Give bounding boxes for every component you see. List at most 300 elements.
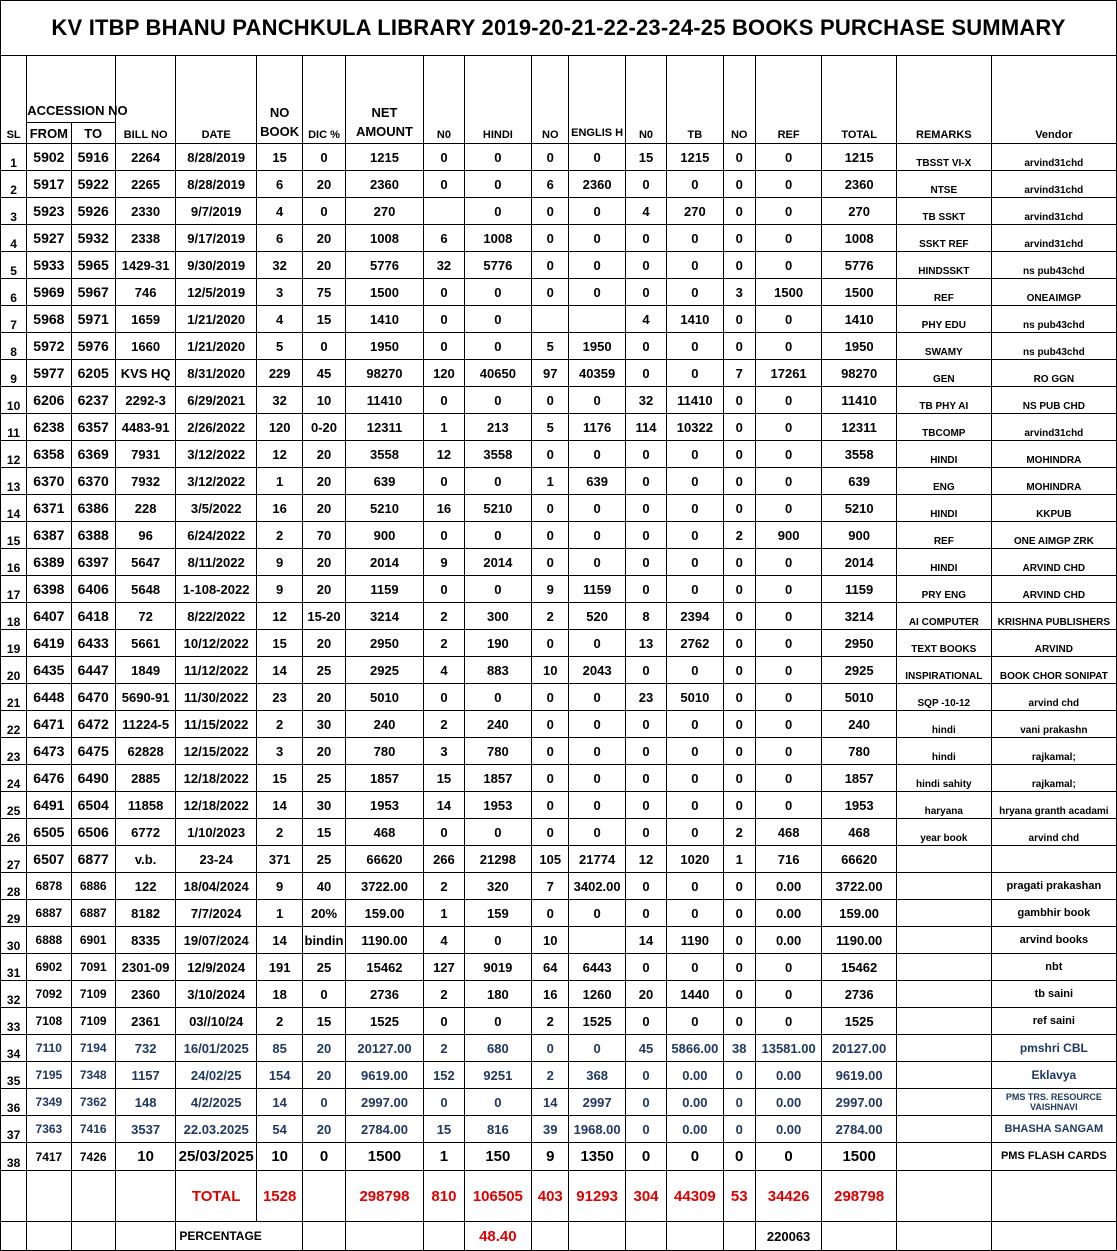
- cell-total: 639: [822, 468, 897, 495]
- header-dic: DIC %: [303, 56, 345, 144]
- cell-no-tb: 0: [625, 1089, 666, 1116]
- cell-accession-to: 6887: [71, 900, 115, 927]
- cell-remarks: ENG: [896, 468, 991, 495]
- cell-ref: 0: [755, 495, 822, 522]
- cell-hindi: 0: [464, 333, 532, 360]
- cell-hindi: 0: [464, 684, 532, 711]
- cell-hindi: 0: [464, 1089, 532, 1116]
- totals-no-ref: 53: [723, 1171, 755, 1222]
- header-accession: ACCESSION NO: [27, 56, 116, 123]
- cell-ref: 0: [755, 198, 822, 225]
- percentage-label: PERCENTAGE: [176, 1222, 303, 1251]
- cell-accession-from: 7363: [27, 1116, 71, 1143]
- cell-remarks: [896, 1116, 991, 1143]
- cell-net-amount: 3214: [345, 603, 424, 630]
- cell-no-book: 10: [256, 1143, 302, 1171]
- cell-bill-no: 1157: [115, 1062, 175, 1089]
- cell-sl: 21: [1, 684, 27, 711]
- cell-net-amount: 66620: [345, 846, 424, 873]
- cell-date: 6/24/2022: [176, 522, 257, 549]
- table-row: [1, 576, 1117, 603]
- cell-accession-to: 6877: [71, 846, 115, 873]
- cell-hindi: 1953: [464, 792, 532, 819]
- cell-discount: 0-20: [303, 414, 345, 441]
- header-remarks: REMARKS: [896, 56, 991, 144]
- cell-bill-no: 62828: [115, 738, 175, 765]
- cell-no-ref: 0: [723, 387, 755, 414]
- cell-date: 11/15/2022: [176, 711, 257, 738]
- cell-sl: 32: [1, 981, 27, 1008]
- cell-vendor: BHASHA SANGAM: [991, 1116, 1116, 1143]
- cell-no-english: 0: [532, 711, 569, 738]
- cell-vendor: ns pub43chd: [991, 333, 1116, 360]
- cell-ref: 0: [755, 792, 822, 819]
- cell-no-english: 10: [532, 657, 569, 684]
- cell-hindi: 2014: [464, 549, 532, 576]
- cell-tb: 1020: [667, 846, 723, 873]
- cell-vendor: pragati prakashan: [991, 873, 1116, 900]
- cell-no-ref: 0: [723, 792, 755, 819]
- table-row: [1, 657, 1117, 684]
- cell-tb: 0: [667, 576, 723, 603]
- cell-no-ref: 0: [723, 144, 755, 171]
- cell-no-hindi: 0: [424, 522, 464, 549]
- cell-ref: 900: [755, 522, 822, 549]
- cell-ref: 0: [755, 684, 822, 711]
- cell-accession-from: 6878: [27, 873, 71, 900]
- cell-no-book: 2: [256, 819, 302, 846]
- cell-tb: 0: [667, 819, 723, 846]
- cell-ref: 13581.00: [755, 1035, 822, 1062]
- cell-bill-no: KVS HQ: [115, 360, 175, 387]
- cell-remarks: [896, 1089, 991, 1116]
- table-row: [1, 603, 1117, 630]
- cell-no-english: 0: [532, 630, 569, 657]
- cell-no-tb: 4: [625, 306, 666, 333]
- page-title: KV ITBP BHANU PANCHKULA LIBRARY 2019-20-21-22-23-24-25 BOOKS PURCHASE SUMMARY: [1, 1, 1117, 56]
- cell-no-hindi: 3: [424, 738, 464, 765]
- totals-no-book: 1528: [256, 1171, 302, 1222]
- cell-total: 3214: [822, 603, 897, 630]
- cell-accession-to: 5971: [71, 306, 115, 333]
- cell-no-hindi: 4: [424, 657, 464, 684]
- table-row: [1, 252, 1117, 279]
- cell-accession-to: 7109: [71, 1008, 115, 1035]
- cell-english: 40359: [569, 360, 625, 387]
- header-from: FROM: [27, 123, 71, 144]
- cell-no-hindi: 0: [424, 468, 464, 495]
- cell-english: 0: [569, 522, 625, 549]
- cell-no-book: 32: [256, 252, 302, 279]
- cell-sl: 17: [1, 576, 27, 603]
- cell-bill-no: 2292-3: [115, 387, 175, 414]
- cell-accession-from: 6473: [27, 738, 71, 765]
- cell-vendor: RO GGN: [991, 360, 1116, 387]
- totals-ref: 34426: [755, 1171, 822, 1222]
- percentage-hindi: 48.40: [464, 1222, 532, 1251]
- cell-discount: 0: [303, 1089, 345, 1116]
- table-row: [1, 846, 1117, 873]
- cell-no-hindi: 0: [424, 576, 464, 603]
- cell-tb: 0: [667, 711, 723, 738]
- cell-vendor: KKPUB: [991, 495, 1116, 522]
- cell-net-amount: 1159: [345, 576, 424, 603]
- table-row: [1, 495, 1117, 522]
- cell-bill-no: 8335: [115, 927, 175, 954]
- cell-accession-from: 6902: [27, 954, 71, 981]
- totals-no-hindi: 810: [424, 1171, 464, 1222]
- header-no-hindi: N0: [424, 56, 464, 144]
- cell-accession-to: 6357: [71, 414, 115, 441]
- cell-accession-from: 5902: [27, 144, 71, 171]
- table-row: [1, 306, 1117, 333]
- cell-date: 1-108-2022: [176, 576, 257, 603]
- cell-tb: 0: [667, 441, 723, 468]
- cell-tb: 1410: [667, 306, 723, 333]
- cell-english: 1260: [569, 981, 625, 1008]
- cell-remarks: SQP -10-12: [896, 684, 991, 711]
- table-row: [1, 738, 1117, 765]
- cell-no-hindi: 1: [424, 1143, 464, 1171]
- cell-ref: 0: [755, 387, 822, 414]
- cell-sl: 10: [1, 387, 27, 414]
- cell-total: 5010: [822, 684, 897, 711]
- cell-hindi: 213: [464, 414, 532, 441]
- cell-ref: 0: [755, 171, 822, 198]
- cell-tb: 0: [667, 765, 723, 792]
- cell-tb: 0.00: [667, 1089, 723, 1116]
- cell-total: 98270: [822, 360, 897, 387]
- cell-english: 0: [569, 441, 625, 468]
- cell-english: 0: [569, 198, 625, 225]
- cell-accession-to: 6205: [71, 360, 115, 387]
- cell-accession-to: 7109: [71, 981, 115, 1008]
- cell-vendor: nbt: [991, 954, 1116, 981]
- cell-no-tb: 0: [625, 1062, 666, 1089]
- cell-net-amount: 20127.00: [345, 1035, 424, 1062]
- totals-tb: 44309: [667, 1171, 723, 1222]
- cell-no-english: 5: [532, 333, 569, 360]
- cell-no-hindi: 0: [424, 1089, 464, 1116]
- cell-total: 1500: [822, 1143, 897, 1171]
- cell-accession-to: 7416: [71, 1116, 115, 1143]
- cell-net-amount: 2925: [345, 657, 424, 684]
- cell-total: 2014: [822, 549, 897, 576]
- cell-no-ref: 0: [723, 765, 755, 792]
- cell-english: 6443: [569, 954, 625, 981]
- cell-no-english: 0: [532, 684, 569, 711]
- cell-date: 24/02/25: [176, 1062, 257, 1089]
- cell-accession-to: 6490: [71, 765, 115, 792]
- cell-no-book: 16: [256, 495, 302, 522]
- cell-net-amount: 1190.00: [345, 927, 424, 954]
- cell-no-hindi: 32: [424, 252, 464, 279]
- table-row: [1, 1116, 1117, 1143]
- cell-ref: 0.00: [755, 1116, 822, 1143]
- cell-tb: 0: [667, 333, 723, 360]
- cell-total: 1159: [822, 576, 897, 603]
- cell-date: 3/10/2024: [176, 981, 257, 1008]
- cell-no-ref: 0: [723, 198, 755, 225]
- cell-date: 12/18/2022: [176, 765, 257, 792]
- cell-sl: 33: [1, 1008, 27, 1035]
- cell-vendor: hryana granth acadami: [991, 792, 1116, 819]
- cell-bill-no: 2265: [115, 171, 175, 198]
- cell-sl: 38: [1, 1143, 27, 1171]
- cell-vendor: gambhir book: [991, 900, 1116, 927]
- table-row: [1, 360, 1117, 387]
- cell-discount: 20: [303, 1116, 345, 1143]
- cell-english: 2360: [569, 171, 625, 198]
- cell-no-tb: 0: [625, 360, 666, 387]
- cell-total: 1857: [822, 765, 897, 792]
- cell-no-book: 120: [256, 414, 302, 441]
- table-row: [1, 1143, 1117, 1171]
- cell-remarks: INSPIRATIONAL: [896, 657, 991, 684]
- cell-date: 2/26/2022: [176, 414, 257, 441]
- table-row: [1, 333, 1117, 360]
- cell-ref: 0: [755, 711, 822, 738]
- header-no-book: NO BOOK: [256, 56, 302, 144]
- cell-no-book: 15: [256, 765, 302, 792]
- cell-tb: 0: [667, 225, 723, 252]
- cell-vendor: MOHINDRA: [991, 441, 1116, 468]
- cell-hindi: 5210: [464, 495, 532, 522]
- cell-hindi: 320: [464, 873, 532, 900]
- header-hindi: HINDI: [464, 56, 532, 144]
- cell-ref: 716: [755, 846, 822, 873]
- cell-hindi: 1008: [464, 225, 532, 252]
- cell-sl: 20: [1, 657, 27, 684]
- cell-accession-from: 6471: [27, 711, 71, 738]
- cell-accession-from: 6407: [27, 603, 71, 630]
- cell-accession-to: 7362: [71, 1089, 115, 1116]
- cell-accession-to: 5932: [71, 225, 115, 252]
- cell-no-hindi: 127: [424, 954, 464, 981]
- cell-no-book: 2: [256, 1008, 302, 1035]
- cell-tb: 0: [667, 522, 723, 549]
- cell-no-tb: 12: [625, 846, 666, 873]
- cell-remarks: [896, 927, 991, 954]
- cell-no-tb: 23: [625, 684, 666, 711]
- cell-ref: 0: [755, 225, 822, 252]
- cell-net-amount: 15462: [345, 954, 424, 981]
- cell-no-book: 371: [256, 846, 302, 873]
- cell-no-hindi: 120: [424, 360, 464, 387]
- cell-hindi: 0: [464, 819, 532, 846]
- cell-vendor: Eklavya: [991, 1062, 1116, 1089]
- cell-no-ref: 38: [723, 1035, 755, 1062]
- cell-discount: 20: [303, 441, 345, 468]
- cell-bill-no: v.b.: [115, 846, 175, 873]
- cell-date: 12/18/2022: [176, 792, 257, 819]
- cell-no-hindi: 14: [424, 792, 464, 819]
- cell-sl: 8: [1, 333, 27, 360]
- cell-remarks: hindi sahity: [896, 765, 991, 792]
- cell-vendor: ns pub43chd: [991, 252, 1116, 279]
- cell-no-hindi: 6: [424, 225, 464, 252]
- header-ref: REF: [755, 56, 822, 144]
- cell-total: 159.00: [822, 900, 897, 927]
- cell-no-tb: 20: [625, 981, 666, 1008]
- cell-bill-no: 5690-91: [115, 684, 175, 711]
- cell-date: 11/12/2022: [176, 657, 257, 684]
- cell-total: 1950: [822, 333, 897, 360]
- cell-net-amount: 12311: [345, 414, 424, 441]
- cell-remarks: [896, 900, 991, 927]
- cell-total: 2360: [822, 171, 897, 198]
- cell-no-ref: 0: [723, 306, 755, 333]
- cell-no-english: 9: [532, 576, 569, 603]
- cell-bill-no: 148: [115, 1089, 175, 1116]
- cell-no-book: 9: [256, 873, 302, 900]
- cell-accession-to: 5967: [71, 279, 115, 306]
- cell-date: 1/21/2020: [176, 306, 257, 333]
- cell-ref: 0: [755, 1143, 822, 1171]
- cell-date: 12/9/2024: [176, 954, 257, 981]
- cell-no-tb: 0: [625, 1143, 666, 1171]
- cell-hindi: 0: [464, 522, 532, 549]
- cell-english: 368: [569, 1062, 625, 1089]
- cell-bill-no: 11858: [115, 792, 175, 819]
- cell-accession-to: 6406: [71, 576, 115, 603]
- cell-bill-no: 228: [115, 495, 175, 522]
- cell-no-book: 4: [256, 198, 302, 225]
- cell-net-amount: 3558: [345, 441, 424, 468]
- cell-net-amount: 5010: [345, 684, 424, 711]
- cell-english: 1176: [569, 414, 625, 441]
- cell-remarks: [896, 1035, 991, 1062]
- cell-tb: 10322: [667, 414, 723, 441]
- cell-date: 3/12/2022: [176, 441, 257, 468]
- cell-discount: 20: [303, 225, 345, 252]
- cell-hindi: 0: [464, 279, 532, 306]
- cell-net-amount: 2950: [345, 630, 424, 657]
- cell-total: 3558: [822, 441, 897, 468]
- cell-remarks: TBSST VI-X: [896, 144, 991, 171]
- cell-remarks: TEXT BOOKS: [896, 630, 991, 657]
- cell-accession-from: 6206: [27, 387, 71, 414]
- cell-no-book: 12: [256, 441, 302, 468]
- cell-hindi: 0: [464, 171, 532, 198]
- cell-no-hindi: 0: [424, 144, 464, 171]
- cell-tb: 0: [667, 873, 723, 900]
- cell-total: 15462: [822, 954, 897, 981]
- cell-bill-no: 5661: [115, 630, 175, 657]
- cell-ref: 0: [755, 333, 822, 360]
- cell-ref: 0: [755, 441, 822, 468]
- cell-date: 8/11/2022: [176, 549, 257, 576]
- cell-accession-from: 5923: [27, 198, 71, 225]
- cell-accession-to: 6388: [71, 522, 115, 549]
- cell-no-english: 105: [532, 846, 569, 873]
- cell-tb: 5866.00: [667, 1035, 723, 1062]
- cell-hindi: 5776: [464, 252, 532, 279]
- cell-remarks: [896, 954, 991, 981]
- cell-no-hindi: 12: [424, 441, 464, 468]
- table-row: [1, 441, 1117, 468]
- table-row: [1, 144, 1117, 171]
- cell-total: 2925: [822, 657, 897, 684]
- cell-no-ref: 0: [723, 1089, 755, 1116]
- cell-no-book: 12: [256, 603, 302, 630]
- cell-discount: 20: [303, 1035, 345, 1062]
- table-row: [1, 684, 1117, 711]
- cell-english: 0: [569, 387, 625, 414]
- cell-accession-to: 6237: [71, 387, 115, 414]
- cell-sl: 24: [1, 765, 27, 792]
- cell-accession-to: 6370: [71, 468, 115, 495]
- cell-sl: 22: [1, 711, 27, 738]
- cell-sl: 11: [1, 414, 27, 441]
- cell-discount: 0: [303, 981, 345, 1008]
- cell-no-ref: 0: [723, 873, 755, 900]
- cell-english: 0: [569, 549, 625, 576]
- cell-vendor: ONEAIMGP: [991, 279, 1116, 306]
- cell-accession-from: 6476: [27, 765, 71, 792]
- cell-accession-from: 6888: [27, 927, 71, 954]
- cell-total: 66620: [822, 846, 897, 873]
- cell-tb: 1440: [667, 981, 723, 1008]
- cell-no-book: 2: [256, 522, 302, 549]
- cell-date: 25/03/2025: [176, 1143, 257, 1171]
- cell-vendor: pmshri CBL: [991, 1035, 1116, 1062]
- cell-discount: 25: [303, 954, 345, 981]
- cell-total: 9619.00: [822, 1062, 897, 1089]
- header-no-tb: N0: [625, 56, 666, 144]
- cell-discount: 20: [303, 468, 345, 495]
- cell-net-amount: 5776: [345, 252, 424, 279]
- cell-english: 0: [569, 900, 625, 927]
- cell-date: 8/22/2022: [176, 603, 257, 630]
- cell-no-book: 15: [256, 630, 302, 657]
- cell-vendor: PMS FLASH CARDS: [991, 1143, 1116, 1171]
- cell-no-english: 0: [532, 900, 569, 927]
- cell-accession-to: 7091: [71, 954, 115, 981]
- cell-no-tb: 0: [625, 900, 666, 927]
- cell-no-book: 1: [256, 900, 302, 927]
- cell-hindi: 680: [464, 1035, 532, 1062]
- cell-discount: 20: [303, 630, 345, 657]
- cell-net-amount: 240: [345, 711, 424, 738]
- cell-no-tb: 14: [625, 927, 666, 954]
- cell-english: 0: [569, 765, 625, 792]
- cell-no-english: 5: [532, 414, 569, 441]
- cell-accession-to: 5976: [71, 333, 115, 360]
- cell-english: 0: [569, 792, 625, 819]
- cell-no-tb: 0: [625, 657, 666, 684]
- cell-accession-to: 5965: [71, 252, 115, 279]
- cell-bill-no: 1660: [115, 333, 175, 360]
- cell-no-english: 0: [532, 549, 569, 576]
- cell-accession-to: 6506: [71, 819, 115, 846]
- cell-tb: 0: [667, 900, 723, 927]
- cell-hindi: 0: [464, 927, 532, 954]
- cell-date: 10/12/2022: [176, 630, 257, 657]
- cell-no-english: 14: [532, 1089, 569, 1116]
- cell-no-english: 0: [532, 144, 569, 171]
- cell-remarks: haryana: [896, 792, 991, 819]
- cell-no-ref: 3: [723, 279, 755, 306]
- cell-accession-from: 6387: [27, 522, 71, 549]
- cell-net-amount: 159.00: [345, 900, 424, 927]
- cell-date: 16/01/2025: [176, 1035, 257, 1062]
- cell-hindi: 0: [464, 576, 532, 603]
- header-no-ref: NO: [723, 56, 755, 144]
- totals-total: 298798: [822, 1171, 897, 1222]
- cell-vendor: arvind chd: [991, 684, 1116, 711]
- cell-date: 6/29/2021: [176, 387, 257, 414]
